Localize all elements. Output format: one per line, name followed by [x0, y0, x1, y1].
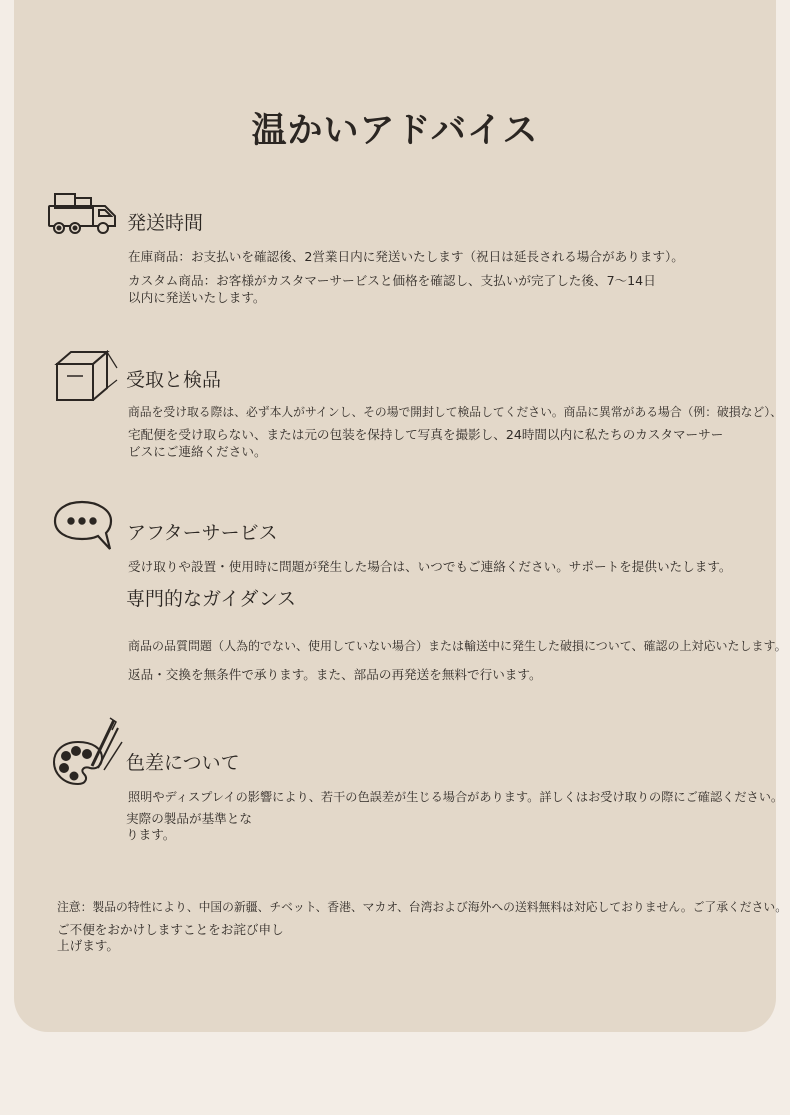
shipping-heading: 発送時間 [127, 212, 204, 234]
color-line: 照明やディスプレイの影響により、若干の色誤差が生じる場合があります。詳しくはお受け取りの際にご確認ください。 [128, 790, 784, 804]
guidance-heading: 専門的なガイダンス [126, 588, 297, 610]
package-box-icon [53, 350, 121, 406]
receiving-line: ビスにご連絡ください。 [128, 444, 267, 459]
shipping-line: カスタム商品：お客様がカスタマーサービスと価格を確認し、支払いが完了した後、7〜14日 [128, 273, 656, 288]
speech-bubble-icon [52, 499, 116, 553]
delivery-truck-icon [47, 192, 119, 236]
page-title: 温かいアドバイス [251, 111, 539, 151]
notice-line: 上げます。 [57, 938, 119, 953]
paint-palette-icon [52, 716, 124, 790]
guidance-line: 返品・交換を無条件で承ります。また、部品の再発送を無料で行います。 [128, 667, 542, 682]
after-service-heading: アフターサービス [127, 522, 278, 544]
shipping-line: 在庫商品：お支払いを確認後、2営業日内に発送いたします（祝日は延長される場合があります）。 [128, 249, 684, 264]
receiving-line: 宅配便を受け取らない、または元の包装を保持して写真を撮影し、24時間以内に私たちのカスタマーサー [128, 427, 724, 442]
color-heading: 色差について [126, 752, 240, 774]
notice-line: 注意：製品の特性により、中国の新疆、チベット、香港、マカオ、台湾および海外への送料無料は対応しておりません。ご了承ください。 [57, 900, 787, 914]
receiving-line: 商品を受け取る際は、必ず本人がサインし、その場で開封して検品してください。商品に異常がある場合（例：破損など）、 [128, 405, 782, 419]
color-line: 実際の製品が基準とな [126, 811, 252, 826]
after-service-line: 受け取りや設置・使用時に問題が発生した場合は、いつでもご連絡ください。サポートを提供いたします。 [128, 559, 732, 574]
color-line: ります。 [126, 827, 176, 842]
shipping-line: 以内に発送いたします。 [128, 290, 266, 305]
receiving-heading: 受取と検品 [126, 369, 222, 391]
guidance-line: 商品の品質問題（人為的でない、使用していない場合）または輸送中に発生した破損について、確認の上対応いたします。 [128, 639, 787, 653]
notice-line: ご不便をおかけしますことをお詫び申し [57, 922, 284, 937]
advice-card [14, 0, 776, 1032]
